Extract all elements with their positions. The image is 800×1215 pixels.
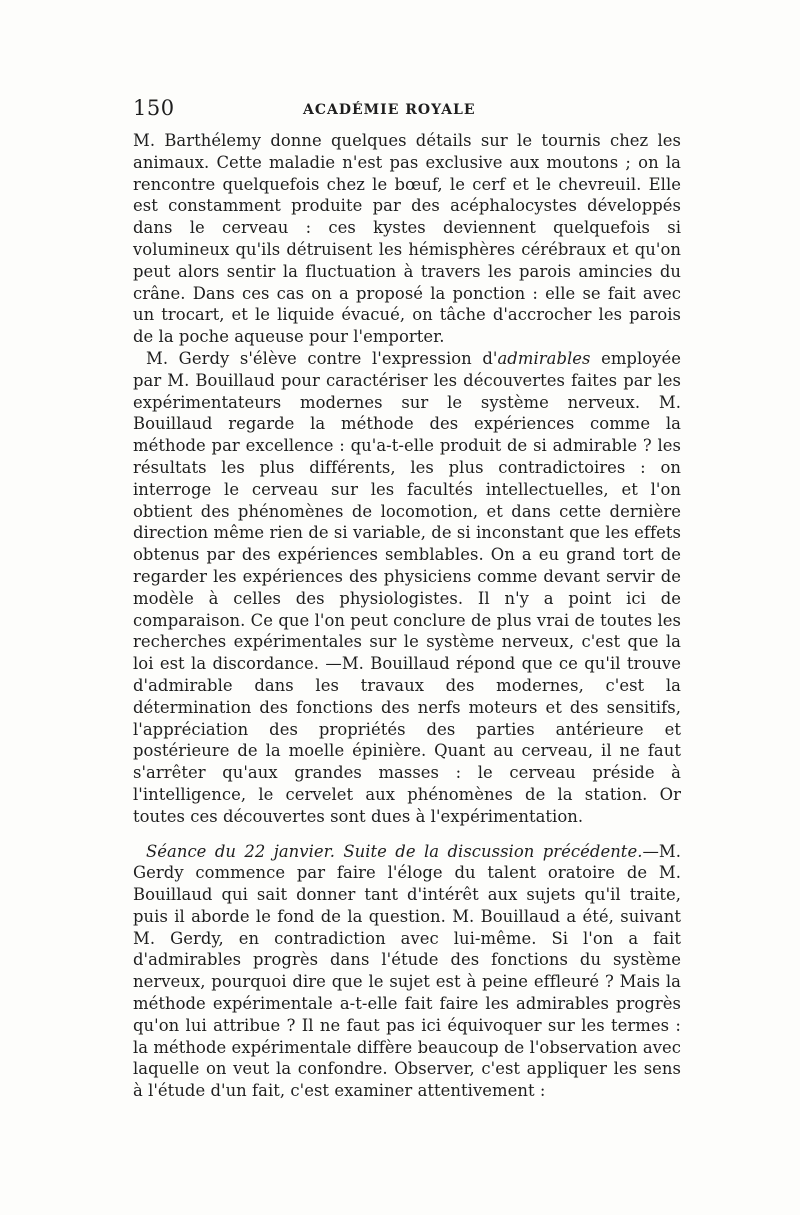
paragraph-gerdy: [133, 348, 681, 828]
running-title: ACADÉMIE ROYALE: [303, 102, 476, 118]
running-head: [133, 96, 681, 126]
page-number: 150: [133, 96, 175, 120]
text-segment: M. Barthélemy donne quelques détails sur le tournis chez les animaux. Cette maladie n'est pas exclusive aux moutons ; on la rencontre quelquefois chez le bœuf, le cerf et le chevreuil. Elle est constamment produite par des acéphalocystes développés dans le cerveau : ces kystes deviennent quelquefois si volumineux qu'ils détruisent les hémisphères cérébraux et qu'on peut alors sentir la fluctuation à travers les parois amincies du crâne. Dans ces cas on a proposé la ponction : elle se fait avec un trocart, et le liquide évacué, on tâche d'accrocher les parois de la poche aqueuse pour l'emporter.: [133, 131, 681, 347]
text-segment: —M. Gerdy commence par faire l'éloge du talent oratoire de M. Bouillaud qui sait donner tant d'intérêt aux sujets qu'il traite, puis il aborde le fond de la question. M. Bouillaud a été, suivant M. Gerdy, en contradiction avec lui-même. Si l'on a fait d'admirables progrès dans l'étude des fonctions du système nerveux, pourquoi dire que le sujet est à peine effleuré ? Mais la méthode expérimentale a-t-elle fait faire les admirables progrès qu'on lui attribue ? Il ne faut pas ici équivoquer sur les termes : la méthode expérimentale diffère beaucoup de l'observation avec laquelle on veut la confondre. Observer, c'est appliquer les sens à l'étude d'un fait, c'est examiner attentivement :: [133, 841, 681, 1101]
paragraph-seance-22-janvier: [133, 841, 681, 1103]
body-text: [133, 130, 681, 1102]
text-segment: M. Gerdy s'élève contre l'expression d': [146, 348, 498, 368]
paragraph-barthelemy: [133, 130, 681, 348]
text-segment: employée par M. Bouillaud pour caractériser les découvertes faites par les expérimentateurs modernes sur le système nerveux. M. Bouillaud regarde la méthode des expériences comme la méthode par excellence : qu'a-t-elle produit de si admirable ? les résultats les plus différents, les plus contradictoires : on interroge le cerveau sur les facultés intellectuelles, et l'on obtient des phénomènes de locomotion, et dans cette dernière direction même rien de si variable, de si inconstant que les effets obtenus par des expériences semblables. On a eu grand tort de regarder les expériences des physiciens comme devant servir de modèle à celles des physiologistes. Il n'y a point ici de comparaison. Ce que l'on peut conclure de plus vrai de toutes les recherches expérimentales sur le système nerveux, c'est que la loi est la discordance. —M. Bouillaud répond que ce qu'il trouve d'admirable dans les travaux des modernes, c'est la détermination des fonctions des nerfs moteurs et des sensitifs, l'appréciation des propriétés des parties antérieure et postérieure de la moelle épinière. Quant au cerveau, il ne faut s'arrêter qu'aux grandes masses : le cerveau préside à l'intelligence, le cervelet aux phénomènes de la station. Or toutes ces découvertes sont dues à l'expérimentation.: [133, 348, 681, 826]
text-segment-italic: admirables: [497, 348, 591, 368]
seance-heading: Séance du 22 janvier. Suite de la discussion précédente.: [146, 841, 643, 861]
